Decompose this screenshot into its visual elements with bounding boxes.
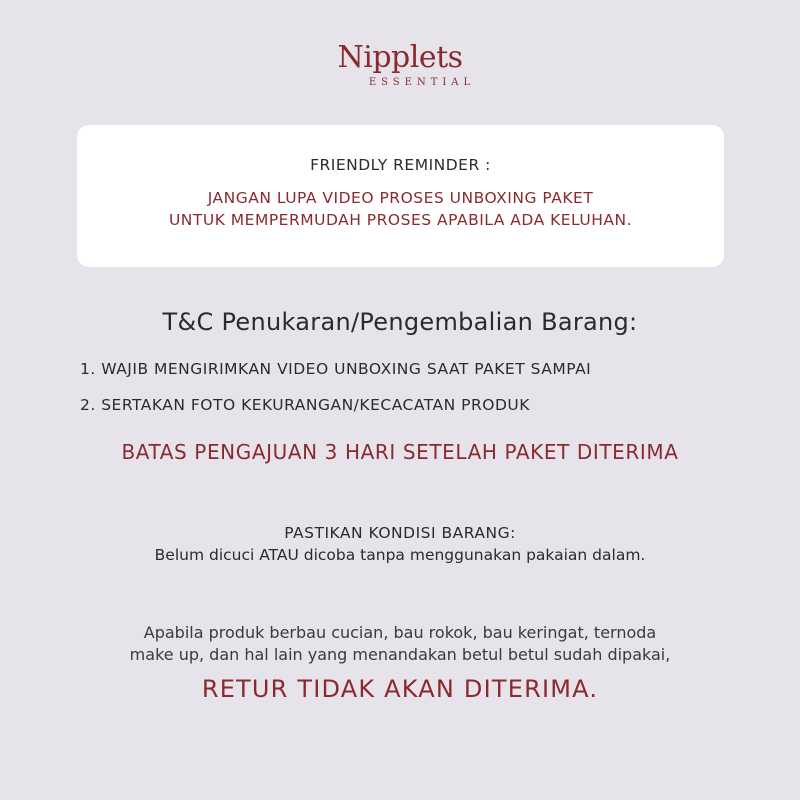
footer-line-2: make up, dan hal lain yang menandakan betul betul sudah dipakai,: [129, 645, 671, 664]
terms-title: T&C Penukaran/Pengembalian Barang:: [162, 308, 638, 336]
submission-deadline: BATAS PENGAJUAN 3 HARI SETELAH PAKET DITERIMA: [121, 440, 679, 464]
reminder-line-1: JANGAN LUPA VIDEO PROSES UNBOXING PAKET: [207, 189, 594, 207]
return-rejected-notice: RETUR TIDAK AKAN DITERIMA.: [201, 675, 599, 703]
reminder-card: [77, 125, 724, 267]
condition-text: Belum dicuci ATAU dicoba tanpa menggunakan pakaian dalam.: [154, 546, 646, 564]
brand-name: Nipplets: [337, 40, 463, 75]
footer-notice: [0, 622, 800, 704]
reminder-line-2: UNTUK MEMPERMUDAH PROSES APABILA ADA KELUHAN.: [168, 211, 633, 229]
reminder-title: FRIENDLY REMINDER :: [310, 156, 491, 174]
condition-title: PASTIKAN KONDISI BARANG:: [284, 524, 516, 542]
terms-item-2: 2. SERTAKAN FOTO KEKURANGAN/KECACATAN PRODUK: [80, 396, 530, 414]
brand-subtitle: ESSENTIAL: [368, 77, 476, 88]
terms-item-1: 1. WAJIB MENGIRIMKAN VIDEO UNBOXING SAAT PAKET SAMPAI: [80, 360, 592, 378]
brand-logo: [0, 42, 800, 88]
footer-line-1: Apabila produk berbau cucian, bau rokok, bau keringat, ternoda: [143, 623, 657, 642]
condition-section: [0, 522, 800, 566]
terms-list: [80, 358, 591, 430]
